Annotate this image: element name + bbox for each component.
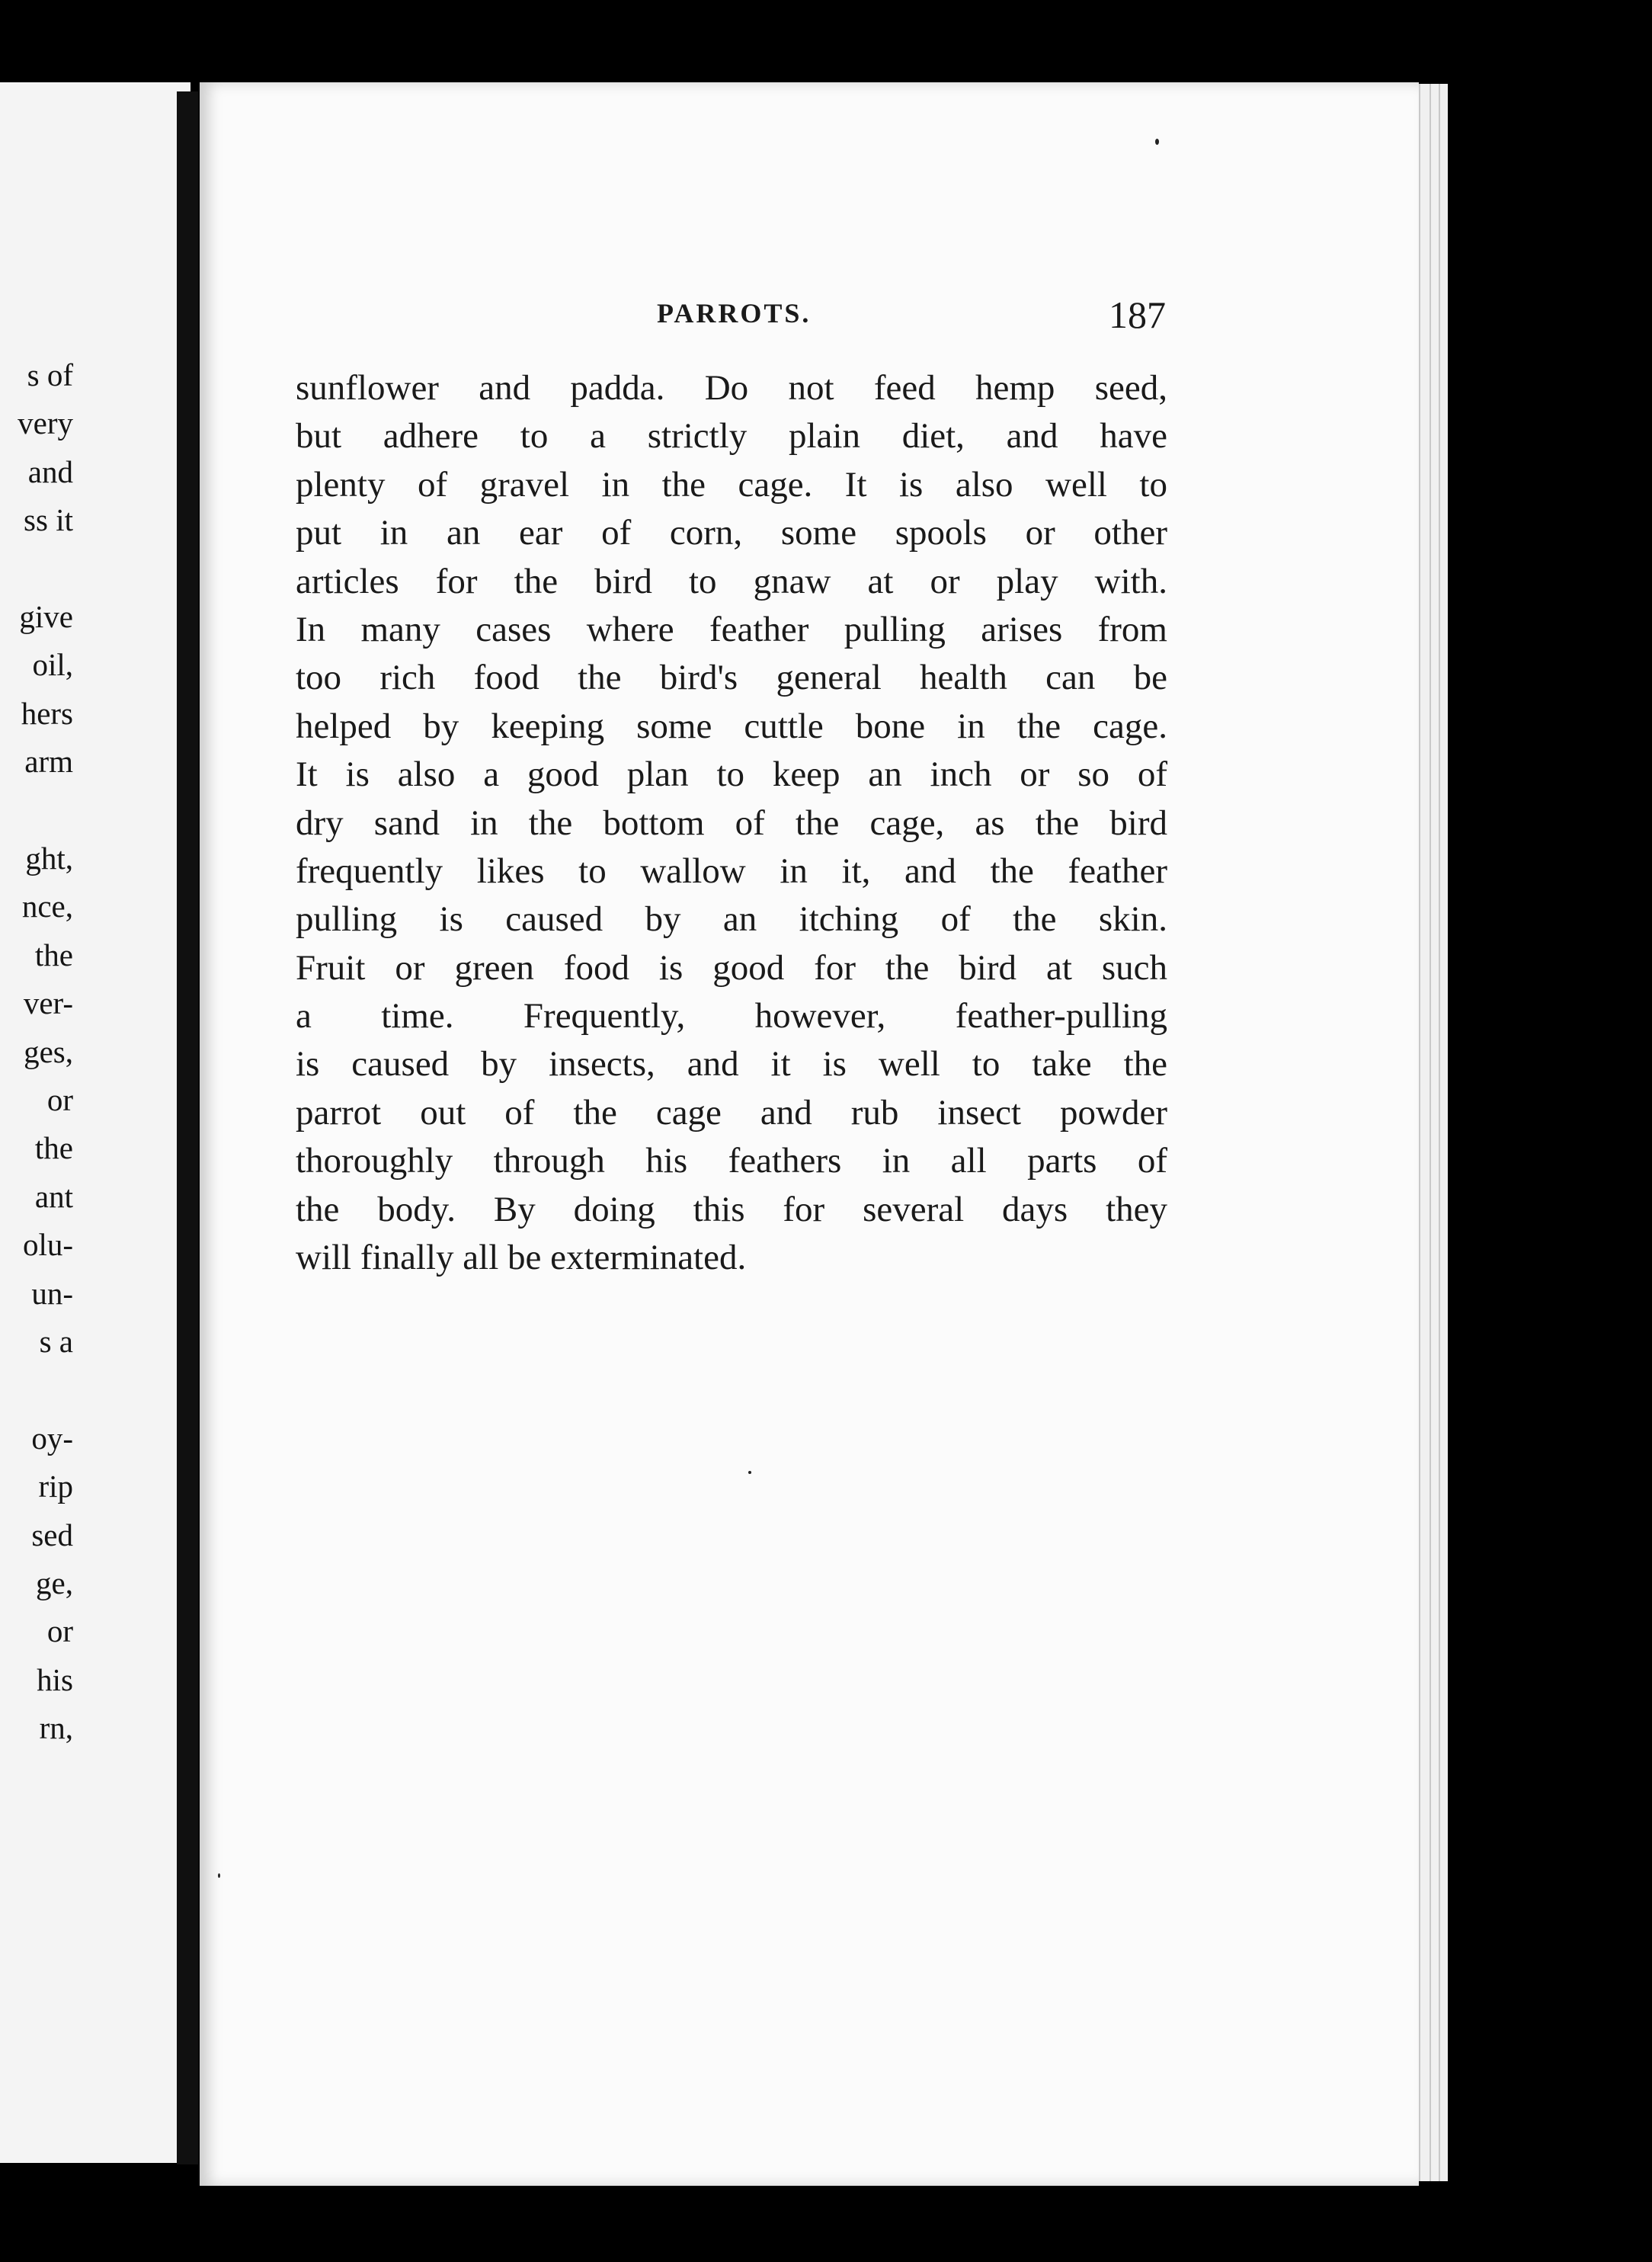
text-line: frequently likes to wallow in it, and the feather bbox=[296, 851, 1167, 891]
text-line: In many cases where feather pulling arises from bbox=[296, 609, 1167, 649]
text-line: too rich food the bird's general health can be bbox=[296, 658, 1167, 698]
left-page-fragment: very bbox=[18, 405, 73, 441]
text-line: It is also a good plan to keep an inch or so of bbox=[296, 755, 1167, 795]
left-page-fragment: ght, bbox=[25, 841, 73, 876]
text-line: plenty of gravel in the cage. It is also well to bbox=[296, 464, 1167, 505]
ink-speck bbox=[1155, 139, 1159, 145]
ink-speck bbox=[218, 1873, 220, 1878]
left-page-fragment: oy- bbox=[31, 1420, 73, 1456]
text-line: put in an ear of corn, some spools or other bbox=[296, 513, 1167, 553]
ink-speck bbox=[748, 1471, 751, 1474]
page-edge bbox=[1439, 84, 1448, 2181]
left-page-fragment: olu- bbox=[22, 1227, 73, 1263]
left-page-fragment: ver- bbox=[23, 985, 73, 1021]
text-line: dry sand in the bottom of the cage, as the bird bbox=[296, 803, 1167, 843]
left-page-fragment: arm bbox=[24, 744, 73, 780]
text-line: sunflower and padda. Do not feed hemp seed, bbox=[296, 368, 1167, 408]
left-page-fragment: the bbox=[34, 937, 73, 972]
running-head: PARROTS. bbox=[657, 298, 812, 328]
left-page-fragment: rn, bbox=[39, 1710, 73, 1746]
left-page-fragment: hers bbox=[21, 695, 73, 731]
left-page-fragment: his bbox=[37, 1661, 73, 1697]
left-page-fragment: ant bbox=[34, 1178, 73, 1214]
text-line: Fruit or green food is good for the bird at such bbox=[296, 947, 1167, 988]
text-line: but adhere to a strictly plain diet, and have bbox=[296, 416, 1167, 457]
body-text bbox=[296, 364, 1167, 1282]
left-page-fragment: the bbox=[34, 1130, 73, 1166]
text-line: thoroughly through his feathers in all parts of bbox=[296, 1141, 1167, 1181]
text-line: pulling is caused by an itching of the skin. bbox=[296, 899, 1167, 940]
left-page-fragment: or bbox=[46, 1613, 73, 1649]
text-line: articles for the bird to gnaw at or play with. bbox=[296, 561, 1167, 601]
left-page-fragment: give bbox=[19, 599, 73, 634]
left-page-fragment: ss it bbox=[24, 502, 73, 538]
left-page-fragment: or bbox=[46, 1082, 73, 1117]
text-line: is caused by insects, and it is well to take the bbox=[296, 1044, 1167, 1085]
left-page-fragment: and bbox=[27, 453, 73, 489]
left-page-fragment: nce, bbox=[21, 889, 73, 924]
left-page-fragment: oil, bbox=[32, 647, 73, 683]
left-page bbox=[0, 82, 190, 2163]
left-page-fragment: rip bbox=[38, 1469, 73, 1504]
page-number: 187 bbox=[1109, 293, 1166, 336]
left-page-fragment: sed bbox=[31, 1517, 73, 1552]
left-page-fragment: s of bbox=[27, 357, 73, 392]
text-line: parrot out of the cage and rub insect powder bbox=[296, 1092, 1167, 1133]
text-line: helped by keeping some cuttle bone in the cage. bbox=[296, 706, 1167, 746]
left-page-fragment: un- bbox=[31, 1275, 73, 1311]
text-line: will finally all be exterminated. bbox=[296, 1238, 747, 1278]
text-line: the body. By doing this for several days they bbox=[296, 1189, 1167, 1229]
left-page-fragment: s a bbox=[39, 1324, 73, 1359]
left-page-fragment: ge, bbox=[36, 1565, 73, 1600]
book-gutter bbox=[177, 91, 198, 2164]
left-page-fragment: ges, bbox=[24, 1033, 73, 1069]
text-line: a time. Frequently, however, feather-pulling bbox=[296, 996, 1167, 1036]
